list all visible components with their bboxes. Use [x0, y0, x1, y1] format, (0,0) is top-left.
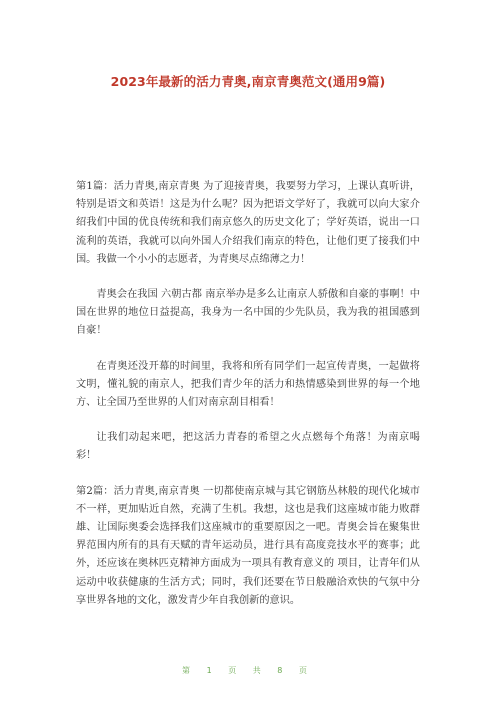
paragraph-5: 第2篇：活力青奥,南京青奥 一切都使南京城与其它钢筋丛林般的现代化城市不一样，更加贴近自然，充满了生机。我想，这也是我们这座城市能力败群雄、让国际奥委会选择我们这座城市的重要原因之一吧。青奥会旨在聚集世界范围内所有的具有天赋的青年运动员，进行具有高度竞技水平的赛事；此外，还应该在奥林匹克精神方面成为一项具有教育意义的 项目，让青年们从运动中收获健康的生活方式；同时，我们还要在节日般融洽欢快的气氛中分享世界各地的文化，激发青少年自我创新的意识。: [76, 485, 420, 606]
document-body: [76, 178, 420, 610]
paragraph-4: 让我们动起来吧，把这活力青春的希望之火点燃每个角落！为南京喝彩！: [76, 432, 420, 462]
paragraph-gap: [76, 466, 420, 483]
paragraph-gap: [76, 341, 420, 358]
paragraph-1: 第1篇：活力青奥,南京青奥 为了迎接青奥，我要努力学习，上课认真听讲，特别是语文和英语！这是为什么呢？因为把语文学好了，我就可以向大家介绍我们中国的优良传统和我们南京悠久的历史文化了；学好英语，说出一口流利的英语，我就可以向外国人介绍我们南京的特色，让他们更了接我们中国。我做一个小小的志愿者，为青奥尽点绵薄之力！: [76, 181, 420, 265]
page-footer: 第 1 页 共 8 页: [182, 666, 314, 675]
paragraph-2: 青奥会在我国 六朝古都 南京举办是多么让南京人骄傲和自豪的事啊！中国在世界的地位日益提高，我身为一名中国的少先队员，我为我的祖国感到自豪！: [76, 289, 420, 337]
paragraph-gap: [76, 412, 420, 429]
paragraph-3: 在青奥还没开幕的时间里，我将和所有同学们一起宣传青奥，一起做将文明，懂礼貌的南京人，把我们青少年的活力和热情感染到世界的每一个地方、让全国乃至世界的人们对南京刮目相看！: [76, 360, 420, 409]
paragraph-gap: [76, 269, 420, 286]
document-title: 2023年最新的活力青奥,南京青奥范文(通用9篇): [110, 74, 386, 89]
